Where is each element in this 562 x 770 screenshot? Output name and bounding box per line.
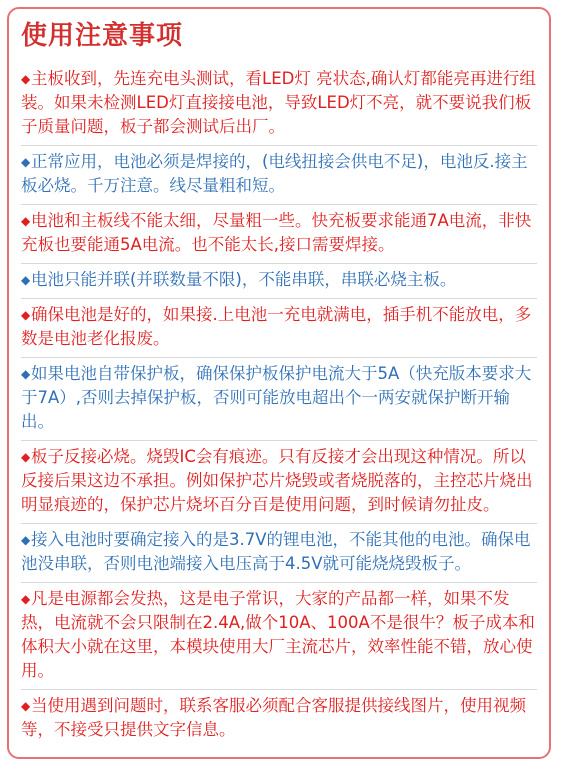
diamond-bullet-icon: ◆: [21, 592, 31, 606]
note-item: [21, 146, 537, 205]
diamond-bullet-icon: ◆: [21, 214, 31, 228]
note-item: [21, 205, 537, 264]
diamond-bullet-icon: ◆: [21, 72, 31, 86]
note-text: 电池和主板线不能太细，尽量粗一些。快充板要求能通7A电流，非快充板也要能通5A电流。也不能太长,接口需要焊接。: [21, 211, 532, 254]
note-text: 电池只能并联(并联数量不限)，不能串联，串联必烧主板。: [31, 270, 457, 289]
page-title: 使用注意事项: [21, 21, 184, 51]
diamond-bullet-icon: ◆: [21, 155, 31, 169]
diamond-bullet-icon: ◆: [21, 450, 31, 464]
note-text: 当使用遇到问题时，联系客服必须配合客服提供接线图片，使用视频等，不接受只提供文字信息。: [21, 696, 526, 739]
diamond-bullet-icon: ◆: [21, 308, 31, 322]
note-item: [21, 358, 537, 441]
note-text: 主板收到，先连充电头测试，看LED灯 亮状态,确认灯都能亮再进行组装。如果未检测LED灯直接接电池，导致LED灯不亮，就不要说我们板子质量问题，板子都会测试后出厂。: [21, 69, 536, 136]
note-text: 板子反接必烧。烧毁IC会有痕迹。只有反接才会出现这种情况。所以反接后果这边不承担。例如保护芯片烧毁或者烧脱落的，主控芯片烧出明显痕迹的，保护芯片烧坏百分百是使用问题，到时候请勿扯皮。: [21, 447, 533, 514]
diamond-bullet-icon: ◆: [21, 367, 31, 381]
note-item: [21, 63, 537, 146]
note-text: 如果电池自带保护板，确保保护板保护电流大于5A（快充版本要求大于7A）,否则去掉保护板，否则可能放电超出个一两安就保护断开输出。: [21, 364, 532, 431]
note-text: 凡是电源都会发热，这是电子常识，大家的产品都一样，如果不发热，电流就不会只限制在2.4A,做个10A、100A不是很牛？板子成本和体积大小就在这里，本模块使用大厂主流芯片，效率性能不错，放心使用。: [21, 589, 535, 680]
note-text: 确保电池是好的，如果接.上电池一充电就满电，插手机不能放电，多数是电池老化报废。: [21, 305, 532, 348]
diamond-bullet-icon: ◆: [21, 533, 31, 547]
note-item: [21, 583, 537, 690]
note-item: [21, 299, 537, 358]
diamond-bullet-icon: ◆: [21, 273, 31, 287]
notes-list: [21, 63, 537, 748]
notice-card: [7, 7, 551, 759]
note-item: [21, 264, 537, 299]
note-item: [21, 524, 537, 583]
note-item: [21, 690, 537, 748]
diamond-bullet-icon: ◆: [21, 699, 31, 713]
note-text: 接入电池时要确定接入的是3.7V的锂电池，不能其他的电池。确保电池没串联，否则电池端接入电压高于4.5V就可能烧烧毁板子。: [21, 530, 531, 573]
note-item: [21, 441, 537, 524]
note-text: 正常应用，电池必须是焊接的，(电线扭接会供电不足)，电池反.接主板必烧。千万注意。线尽量粗和短。: [21, 152, 528, 195]
